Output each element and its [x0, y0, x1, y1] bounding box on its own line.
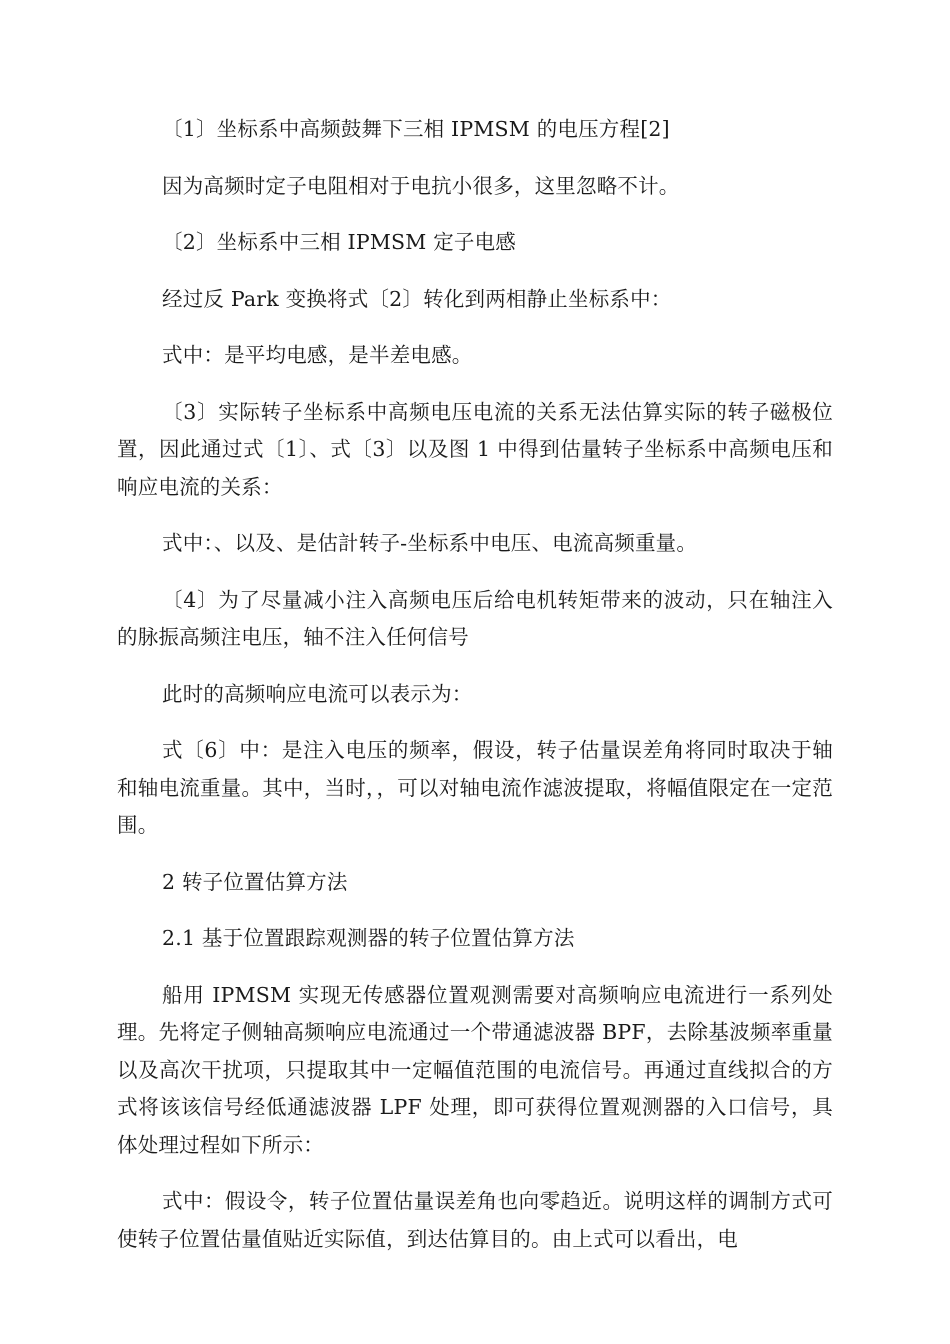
paragraph-resistance-note: 因为高频时定子电阻相对于电抗小很多，这里忽略不计。	[162, 173, 680, 198]
paragraph-stator-inductance: 〔2〕坐标系中三相 IPMSM 定子电感	[162, 230, 516, 254]
subsection-heading-tracking-observer: 2.1 基于位置跟踪观测器的转子位置估算方法	[162, 926, 575, 950]
paragraph-inductance-definition: 式中：是平均电感，是半差电感。	[162, 343, 473, 367]
paragraph-pulse-injection: 〔4〕为了尽量减小注入高频电压后给电机转矩带来的波动，只在轴注入的脉振高频注电压，轴不注入任何信号	[117, 587, 833, 649]
paragraph-response-current: 此时的高频响应电流可以表示为：	[162, 681, 473, 706]
paragraph-estimated-frame-relation: 〔3〕实际转子坐标系中高频电压电流的关系无法估算实际的转子磁极位置，因此通过式〔1〕、式〔3〕以及图 1 中得到估量转子坐标系中高频电压和响应电流的关系：	[117, 399, 833, 499]
paragraph-injection-frequency: 式〔6〕中：是注入电压的频率，假设，转子估量误差角将同时取决于轴和轴电流重量。其中，当时，，可以对轴电流作滤波提取，将幅值限定在一定范围。	[117, 738, 833, 837]
paragraph-estimated-components: 式中：、以及、是估計转子-坐标系中电压、电流高频重量。	[162, 531, 698, 555]
document-body	[117, 111, 833, 1258]
paragraph-signal-processing: 船用 IPMSM 实现无传感器位置观测需要对高频响应电流进行一系列处理。先将定子侧轴高频响应电流通过一个带通滤波器 BPF，去除基波频率重量以及高次干扰项，只提取其中一定幅值范围的电流信号。再通过直线拟合的方式将该该信号经低通滤波器 LPF 处理，即可获得位置观测器的入口信号，具体处理过程如下所示：	[117, 982, 833, 1157]
paragraph-voltage-equation: 〔1〕坐标系中高频鼓舞下三相 IPMSM 的电压方程[2]	[162, 117, 670, 141]
paragraph-error-convergence: 式中：假设令，转子位置估量误差角也向零趋近。说明这样的调制方式可使转子位置估量值贴近实际值，到达估算目的。由上式可以看出，电	[117, 1189, 833, 1251]
paragraph-park-transform: 经过反 Park 变换将式〔2〕转化到两相静止坐标系中：	[162, 286, 672, 311]
section-heading-rotor-position: 2 转子位置估算方法	[162, 869, 348, 894]
